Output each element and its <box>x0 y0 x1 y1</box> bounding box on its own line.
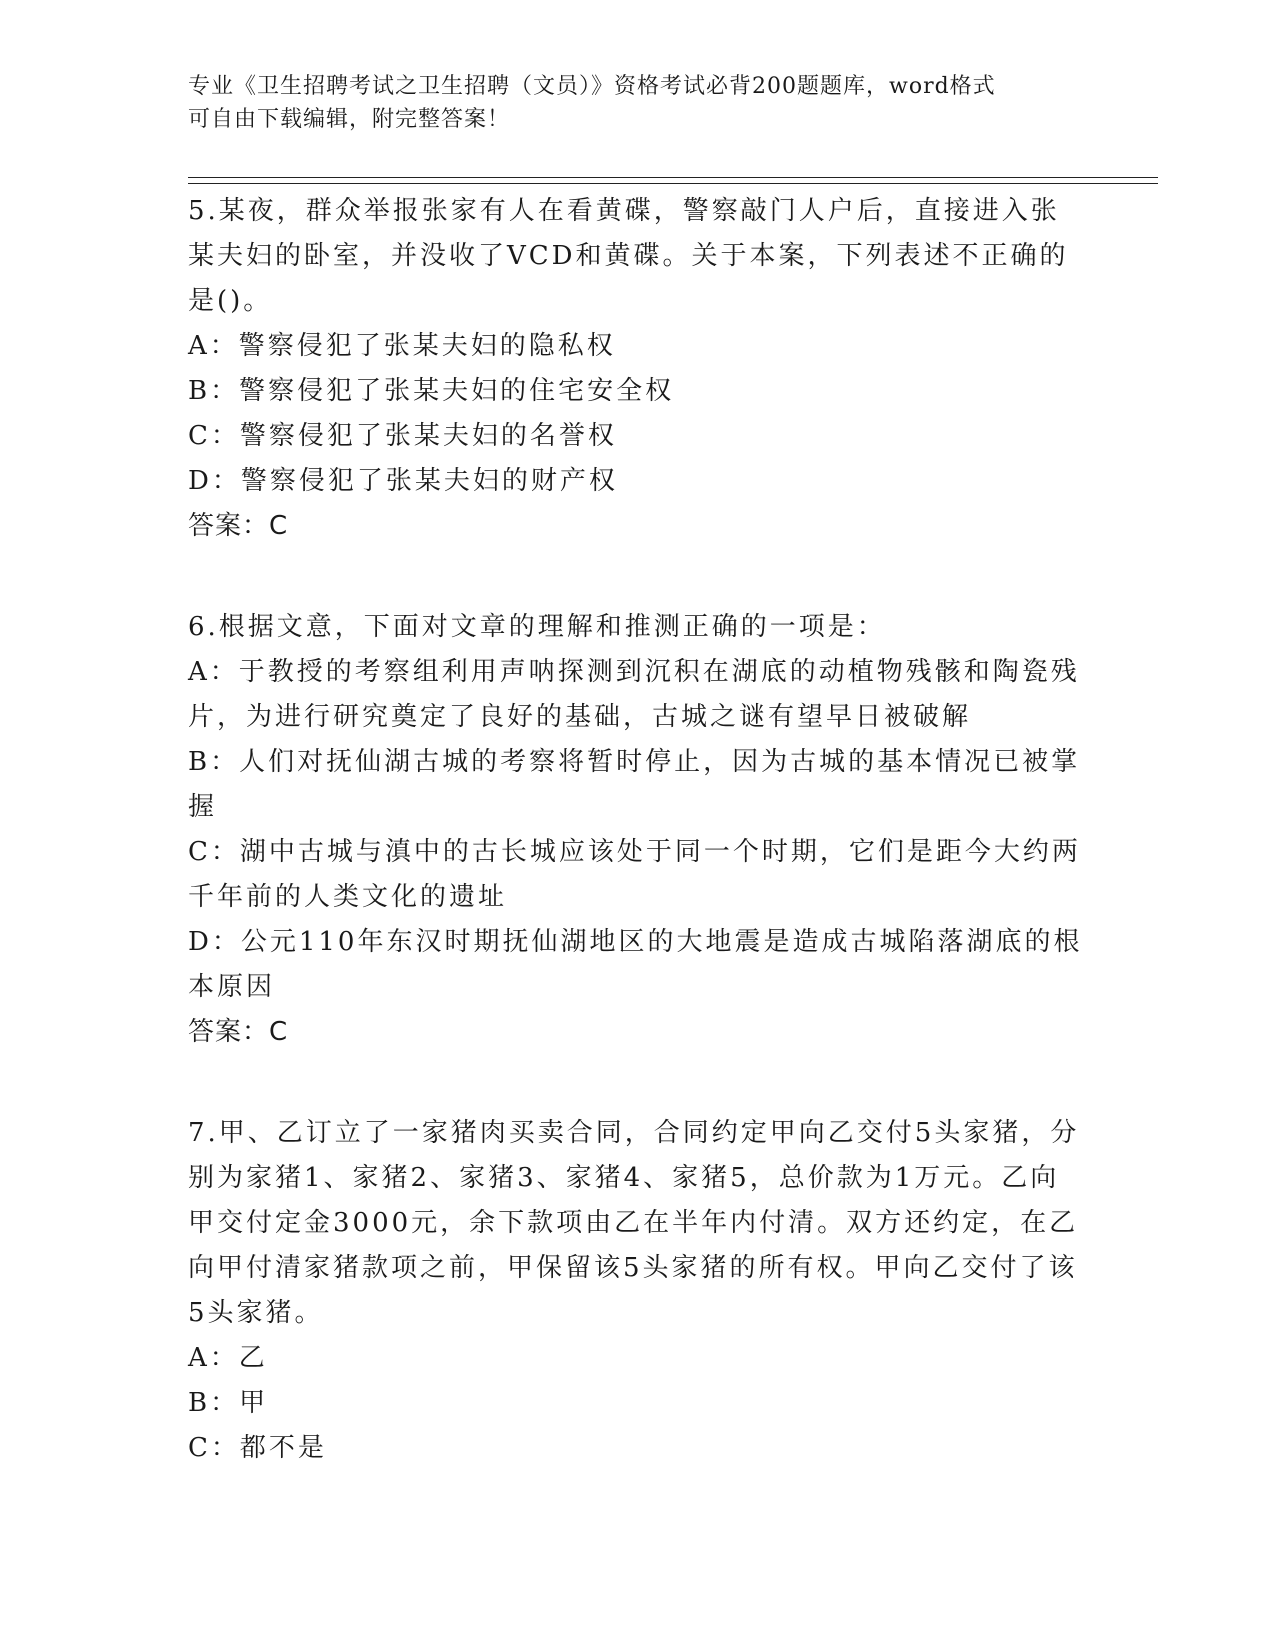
header-line-2: 可自由下载编辑，附完整答案！ <box>188 107 511 132</box>
question-list <box>188 189 1088 1471</box>
answer-label: 答案：C <box>188 511 289 541</box>
option-d: D：公元110年东汉时期抚仙湖地区的大地震是造成古城陷落湖底的根本原因 <box>188 927 1083 1002</box>
question-text: 6.根据文意，下面对文章的理解和推测正确的一项是： <box>188 612 886 642</box>
option-c: C：都不是 <box>188 1433 327 1463</box>
question-5 <box>188 189 1088 549</box>
question-spacer <box>188 549 1088 605</box>
header-line-1: 专业《卫生招聘考试之卫生招聘（文员）》资格考试必背200题题库，word格式 <box>188 74 996 99</box>
header-divider-top <box>188 177 1158 178</box>
option-a: A：乙 <box>188 1343 268 1373</box>
question-7 <box>188 1111 1088 1471</box>
document-header <box>188 70 1088 136</box>
question-spacer <box>188 1055 1088 1111</box>
question-6 <box>188 605 1088 1055</box>
option-a: A：警察侵犯了张某夫妇的隐私权 <box>188 331 616 361</box>
option-c: C：湖中古城与滇中的古长城应该处于同一个时期，它们是距今大约两千年前的人类文化的遗址 <box>188 837 1081 912</box>
option-a: A：于教授的考察组利用声呐探测到沉积在湖底的动植物残骸和陶瓷残片，为进行研究奠定了良好的基础，古城之谜有望早日被破解 <box>188 657 1080 732</box>
answer-label: 答案：C <box>188 1017 289 1047</box>
question-text: 7.甲、乙订立了一家猪肉买卖合同，合同约定甲向乙交付5头家猪，分别为家猪1、家猪2、家猪3、家猪4、家猪5，总价款为1万元。乙向甲交付定金3000元，余下款项由乙在半年内付清。双方还约定，在乙向甲付清家猪款项之前，甲保留该5头家猪的所有权。甲向乙交付了该5头家猪。 <box>188 1118 1080 1328</box>
header-divider-bottom <box>188 183 1158 184</box>
option-b: B：人们对抚仙湖古城的考察将暂时停止，因为古城的基本情况已被掌握 <box>188 747 1081 822</box>
question-text: 5.某夜，群众举报张家有人在看黄碟，警察敲门人户后，直接进入张某夫妇的卧室，并没收了VCD和黄碟。关于本案，下列表述不正确的是()。 <box>188 196 1069 316</box>
option-b: B：甲 <box>188 1388 269 1418</box>
option-d: D：警察侵犯了张某夫妇的财产权 <box>188 466 618 496</box>
option-b: B：警察侵犯了张某夫妇的住宅安全权 <box>188 376 675 406</box>
option-c: C：警察侵犯了张某夫妇的名誉权 <box>188 421 617 451</box>
